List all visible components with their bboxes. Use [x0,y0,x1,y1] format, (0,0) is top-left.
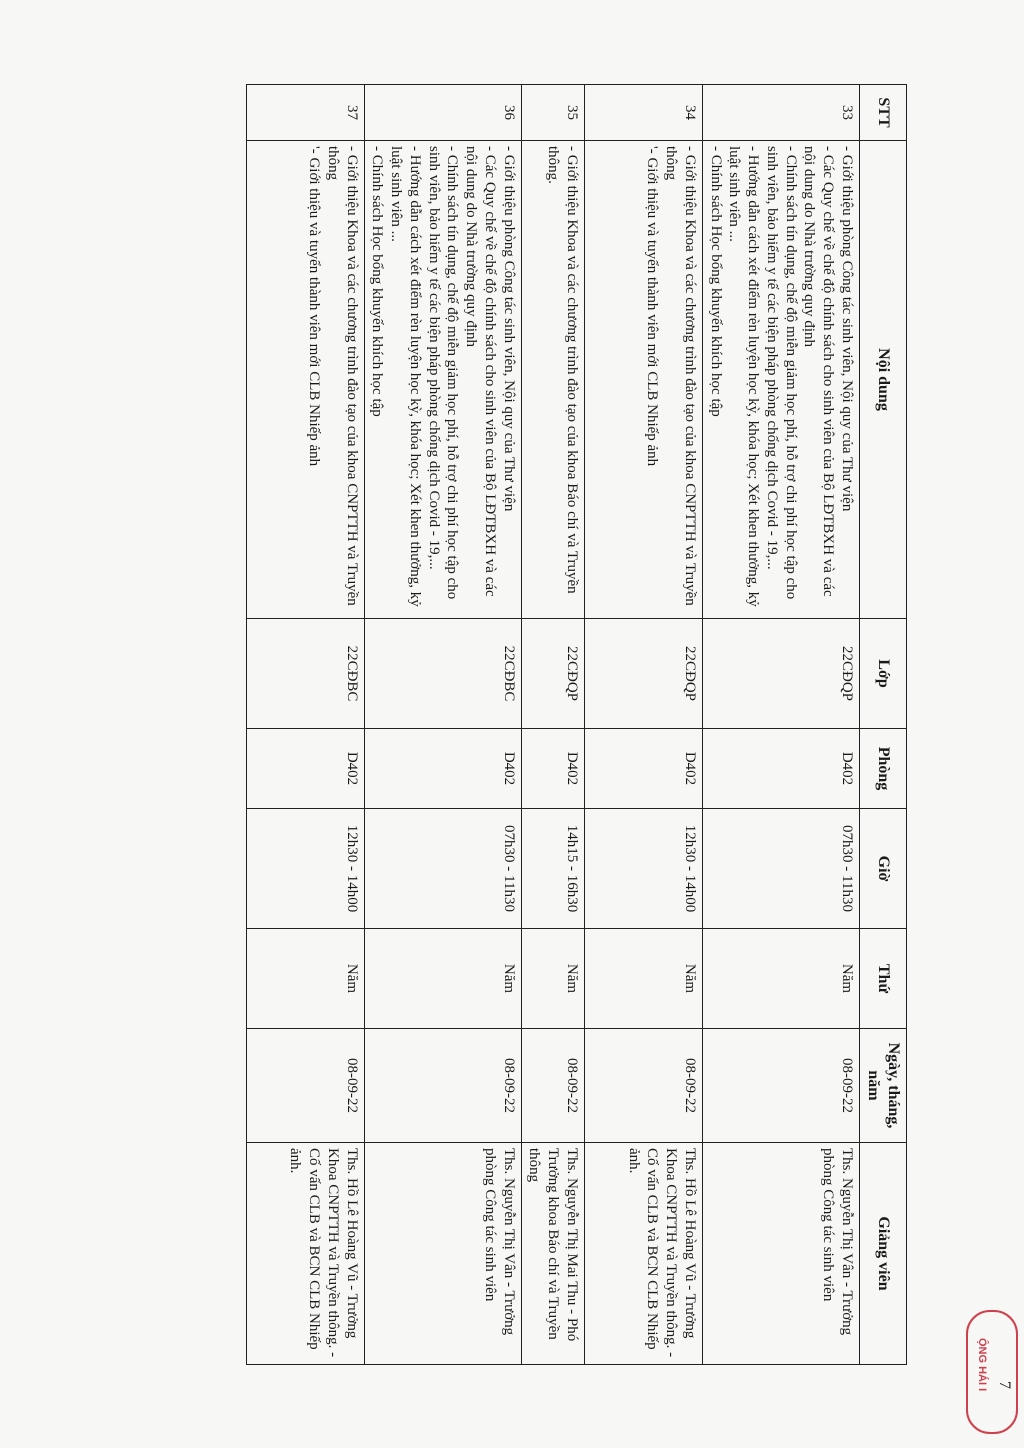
time-cell: 07h30 - 11h30 [364,809,521,929]
class-cell: 22CĐBC [246,619,364,729]
content-line: - Các Quy chế về chế độ chính sách cho sinh viên của Bộ LĐTBXH và các nội dung do Nhà trường quy định [463,146,498,597]
content-cell [364,141,521,619]
table-header-row [860,85,907,1365]
table-row [246,85,364,1365]
room-cell: D402 [521,729,584,809]
class-cell: 22CĐQP [585,619,703,729]
lecturer-cell: Ths. Nguyễn Thị Mai Thu - Phó Trưởng khoa Báo chí và Truyền thông [521,1143,584,1365]
header-stt: STT [860,85,907,141]
header-weekday: Thứ [860,929,907,1029]
content-cell [703,141,860,619]
content-line: - Chính sách tín dụng, chế độ miễn giảm học phí, hỗ trợ chi phí học tập cho sinh viên, bảo hiểm y tế các biện pháp phòng chống dịch Covid - 19,... [425,146,461,600]
weekday-cell: Năm [364,929,521,1029]
room-cell: D402 [364,729,521,809]
date-cell: 08-09-22 [364,1029,521,1143]
header-lecturer: Giảng viên [860,1143,907,1365]
content-line: '- Giới thiệu và tuyển thành viên mới CLB Nhiếp ảnh [306,146,323,467]
room-cell: D402 [246,729,364,809]
content-cell [246,141,364,619]
stt-cell: 34 [585,85,703,141]
room-cell: D402 [703,729,860,809]
weekday-cell: Năm [521,929,584,1029]
content-line: - Giới thiệu Khoa và các chương trình đào tạo của khoa Báo chí và Truyền thông. [545,146,580,594]
content-line: - Hướng dẫn cách xét điểm rèn luyện học kỳ, khóa học; Xét khen thưởng, kỷ luật sinh viên ... [388,146,423,607]
date-cell: 08-09-22 [703,1029,860,1143]
time-cell: 12h30 - 14h00 [585,809,703,929]
content-line: - Giới thiệu Khoa và các chương trình đào tạo của khoa CNPTTH và Truyền thông [663,146,698,606]
lecturer-cell: Ths. Nguyễn Thị Vân - Trưởng phòng Công tác sinh viên [364,1143,521,1365]
stt-cell: 37 [246,85,364,141]
content-line: - Giới thiệu Khoa và các chương trình đào tạo của khoa CNPTTH và Truyền thông [325,146,360,606]
class-cell: 22CĐQP [521,619,584,729]
header-time: Giờ [860,809,907,929]
table-row [521,85,584,1365]
weekday-cell: Năm [703,929,860,1029]
content-cell [521,141,584,619]
stt-cell: 35 [521,85,584,141]
content-cell [585,141,703,619]
red-stamp [966,1310,1018,1434]
page-number: 7 [996,1381,1013,1389]
stamp-text: ỘNG HÁI I [976,1338,988,1392]
stt-cell: 36 [364,85,521,141]
table-row [703,85,860,1365]
lecturer-cell: Ths. Nguyễn Thị Vân - Trưởng phòng Công tác sinh viên [703,1143,860,1365]
content-line: - Giới thiệu phòng Công tác sinh viên, Nội quy của Thư viện [839,146,855,512]
date-cell: 08-09-22 [585,1029,703,1143]
date-cell: 08-09-22 [246,1029,364,1143]
lecturer-cell: Ths. Hồ Lê Hoàng Vũ - Trưởng Khoa CNPTTH và Truyền thông. - Cố vấn CLB và BCN CLB Nhiếp ảnh. [585,1143,703,1365]
content-line: - Chính sách Học bổng khuyến khích học tập [369,146,386,417]
header-class: Lớp [860,619,907,729]
header-date: Ngày, tháng, năm [860,1029,907,1143]
content-line: - Hướng dẫn cách xét điểm rèn luyện học kỳ, khóa học; Xét khen thưởng, kỷ luật sinh viên ... [726,146,762,607]
weekday-cell: Năm [246,929,364,1029]
header-room: Phòng [860,729,907,809]
class-cell: 22CĐBC [364,619,521,729]
content-line: '- Giới thiệu và tuyển thành viên mới CLB Nhiếp ảnh [644,146,661,467]
content-line: - Chính sách tín dụng, chế độ miễn giảm học phí, hỗ trợ chi phí học tập cho sinh viên, bảo hiểm y tế các biện pháp phòng chống dịch Covid - 19,... [764,146,799,600]
date-cell: 08-09-22 [521,1029,584,1143]
stt-cell: 33 [703,85,860,141]
room-cell: D402 [585,729,703,809]
content-line: - Giới thiệu phòng Công tác sinh viên, Nội quy của Thư viện [500,146,517,512]
time-cell: 12h30 - 14h00 [246,809,364,929]
class-cell: 22CĐQP [703,619,860,729]
time-cell: 07h30 - 11h30 [703,809,860,929]
rotated-page-content [117,84,907,1364]
table-row [585,85,703,1365]
schedule-table [246,84,907,1365]
table-row [364,85,521,1365]
weekday-cell: Năm [585,929,703,1029]
header-content: Nội dung [860,141,907,619]
time-cell: 14h15 - 16h30 [521,809,584,929]
content-line: - Các Quy chế về chế độ chính sách cho sinh viên của Bộ LĐTBXH và các nội dung do Nhà trường quy định [801,146,837,597]
lecturer-cell: Ths. Hồ Lê Hoàng Vũ - Trưởng Khoa CNPTTH và Truyền thông. - Cố vấn CLB và BCN CLB Nhiếp ảnh. [246,1143,364,1365]
content-line: - Chính sách Học bổng khuyến khích học tập [707,146,724,417]
